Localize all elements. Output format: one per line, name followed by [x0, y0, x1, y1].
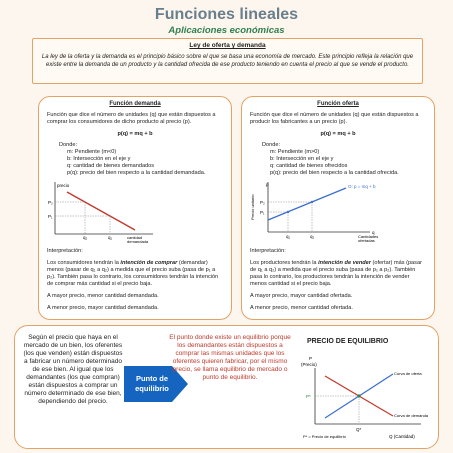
- demand-chart: [47, 180, 157, 244]
- demand-interp-2: A mayor precio, menor cantidad demandada.: [47, 293, 159, 299]
- supply-chart-ylabel: Precio unitario: [250, 194, 255, 220]
- supply-item: b: Intersección en el eje y: [270, 156, 334, 162]
- equilibrium-chart-title: PRECIO DE EQUILIBRIO: [307, 338, 389, 345]
- eq-chart-precio: (Precio): [301, 362, 317, 367]
- eq-chart-pe-label: P* = Precio de equilibrio: [303, 434, 346, 439]
- supply-interp-3: A menor precio, menor cantidad ofertada.: [250, 305, 353, 311]
- law-heading: Ley de oferta y demanda: [189, 42, 266, 49]
- eq-chart-demand: Curva de demanda: [394, 413, 429, 418]
- supply-interp-1: Los productores tendrán la intención de vender (ofertar) más (pasar de q₁ a q₂) a medida que el precio suba (pasa de p₁ a p₂). También pasa lo contrario, los productores tendrán la intención de vender menos cantidad si el precio baja.: [250, 260, 422, 287]
- eq-chart-q-label: Q (Cantidad): [389, 434, 415, 439]
- demand-item: q: cantidad de bienes demandados: [67, 163, 155, 169]
- supply-interp-label: Interpretación:: [250, 248, 286, 254]
- demand-chart-q1: q₁: [108, 235, 113, 240]
- eq-chart-p: P: [309, 356, 313, 361]
- eq-chart-supply: Curva de oferta: [394, 371, 422, 376]
- supply-chart-q2: q₂: [310, 234, 315, 239]
- supply-item: m: Pendiente (m>0): [270, 149, 320, 155]
- equilibrium-chart: [293, 348, 435, 446]
- supply-interp-2: A mayor precio, mayor cantidad ofertada.: [250, 293, 353, 299]
- supply-chart-xaxis: q: [372, 230, 375, 235]
- demand-interp-label: Interpretación:: [47, 248, 83, 254]
- demand-heading: Función demanda: [109, 101, 161, 107]
- supply-chart-yaxis: p: [266, 182, 269, 187]
- demand-item: b: Intersección en el eje y: [67, 156, 131, 162]
- demand-donde: Donde:: [59, 142, 78, 148]
- demand-interp-3: A menor precio, mayor cantidad demandada.: [47, 305, 159, 311]
- demand-formula: p(q) = mq + b: [117, 131, 153, 137]
- supply-chart-p1: P₁: [260, 210, 265, 215]
- demand-item: m: Pendiente (m<0): [67, 149, 117, 155]
- demand-chart-ylabel: precio: [57, 183, 70, 188]
- supply-definition: Función que dice el número de unidades (q) que están dispuestos a producir los fabricantes a un precio (p).: [250, 112, 419, 125]
- supply-chart-q1: q₁: [286, 234, 291, 239]
- supply-donde: Donde:: [262, 142, 281, 148]
- supply-chart-eq: O: p = mq + b: [348, 184, 376, 189]
- supply-chart-p2: P₂: [260, 200, 265, 205]
- supply-chart: [250, 180, 420, 244]
- arrow-label-2: equilibrio: [135, 384, 169, 393]
- equilibrium-left-text: Según el precio que haya en el mercado de un bien, los oferentes (los que venden) están dispuestos a fabricar un número determinado de ese bien. Al igual que los demandantes (los que compran) están dispuestos a comprar un número determinado de ese bien, dependiendo del precio.: [23, 334, 123, 405]
- demand-definition: Función que dice el número de unidades (q) que están dispuestos a comprar los consumidores de dicho producto al precio (p).: [47, 112, 216, 125]
- page-title: Funciones lineales: [154, 6, 299, 23]
- demand-chart-xlabel-1: cantidad: [127, 235, 143, 240]
- law-box: [32, 38, 423, 84]
- demand-chart-q2: q₂: [83, 235, 88, 240]
- supply-chart-xlabel-2: ofertadas: [358, 238, 375, 243]
- supply-item: q: cantidad de bienes ofrecidos: [270, 163, 348, 169]
- supply-item: p(q): precio del bien respecto a la cantidad ofrecida.: [270, 170, 399, 176]
- supply-heading: Función oferta: [317, 101, 359, 107]
- demand-card: [38, 96, 232, 320]
- demand-chart-p1: P₁: [48, 214, 53, 219]
- page-subtitle: Aplicaciones económicas: [168, 25, 285, 36]
- law-text: La ley de la oferta y la demanda es el principio básico sobre el que se basa una economía de mercado. Este principio refleja la relación que existe entre la demanda de un producto y la cantidad ofrecida de ese producto teniendo en cuenta el precio al que se vende el producto.: [41, 54, 414, 68]
- eq-chart-pe: P*: [306, 394, 311, 399]
- supply-card: [241, 96, 435, 320]
- equilibrium-section: [14, 325, 439, 449]
- eq-chart-qe: Q*: [356, 427, 362, 432]
- arrow-label-1: Punto de: [135, 374, 169, 383]
- demand-chart-xlabel-2: demandada: [127, 239, 149, 244]
- supply-chart-xlabel-1: Cantidades: [358, 234, 379, 239]
- demand-chart-p2: P₂: [48, 200, 53, 205]
- supply-formula: p(q) = mq + b: [320, 131, 356, 137]
- equilibrium-right-text: El punto donde existe un equilibrio porque los demandantes están dispuestos a comprar las mismas unidades que los oferentes quieren fabricar, por el mismo precio, se llama equilibrio de mercado o punto de equilibrio.: [169, 334, 291, 381]
- demand-item: p(q): precio del bien respecto a la cantidad demandada.: [67, 170, 206, 176]
- demand-interp-1: Los consumidores tendrán la intención de comprar (demandar) menos (pasar de q₁ a q₂) a medida que el precio suba (pasa de p₁ a p₂). También pasa lo contrario, los consumidores tendrán la intención de comprar más cantidad si el precio baja.: [47, 260, 219, 287]
